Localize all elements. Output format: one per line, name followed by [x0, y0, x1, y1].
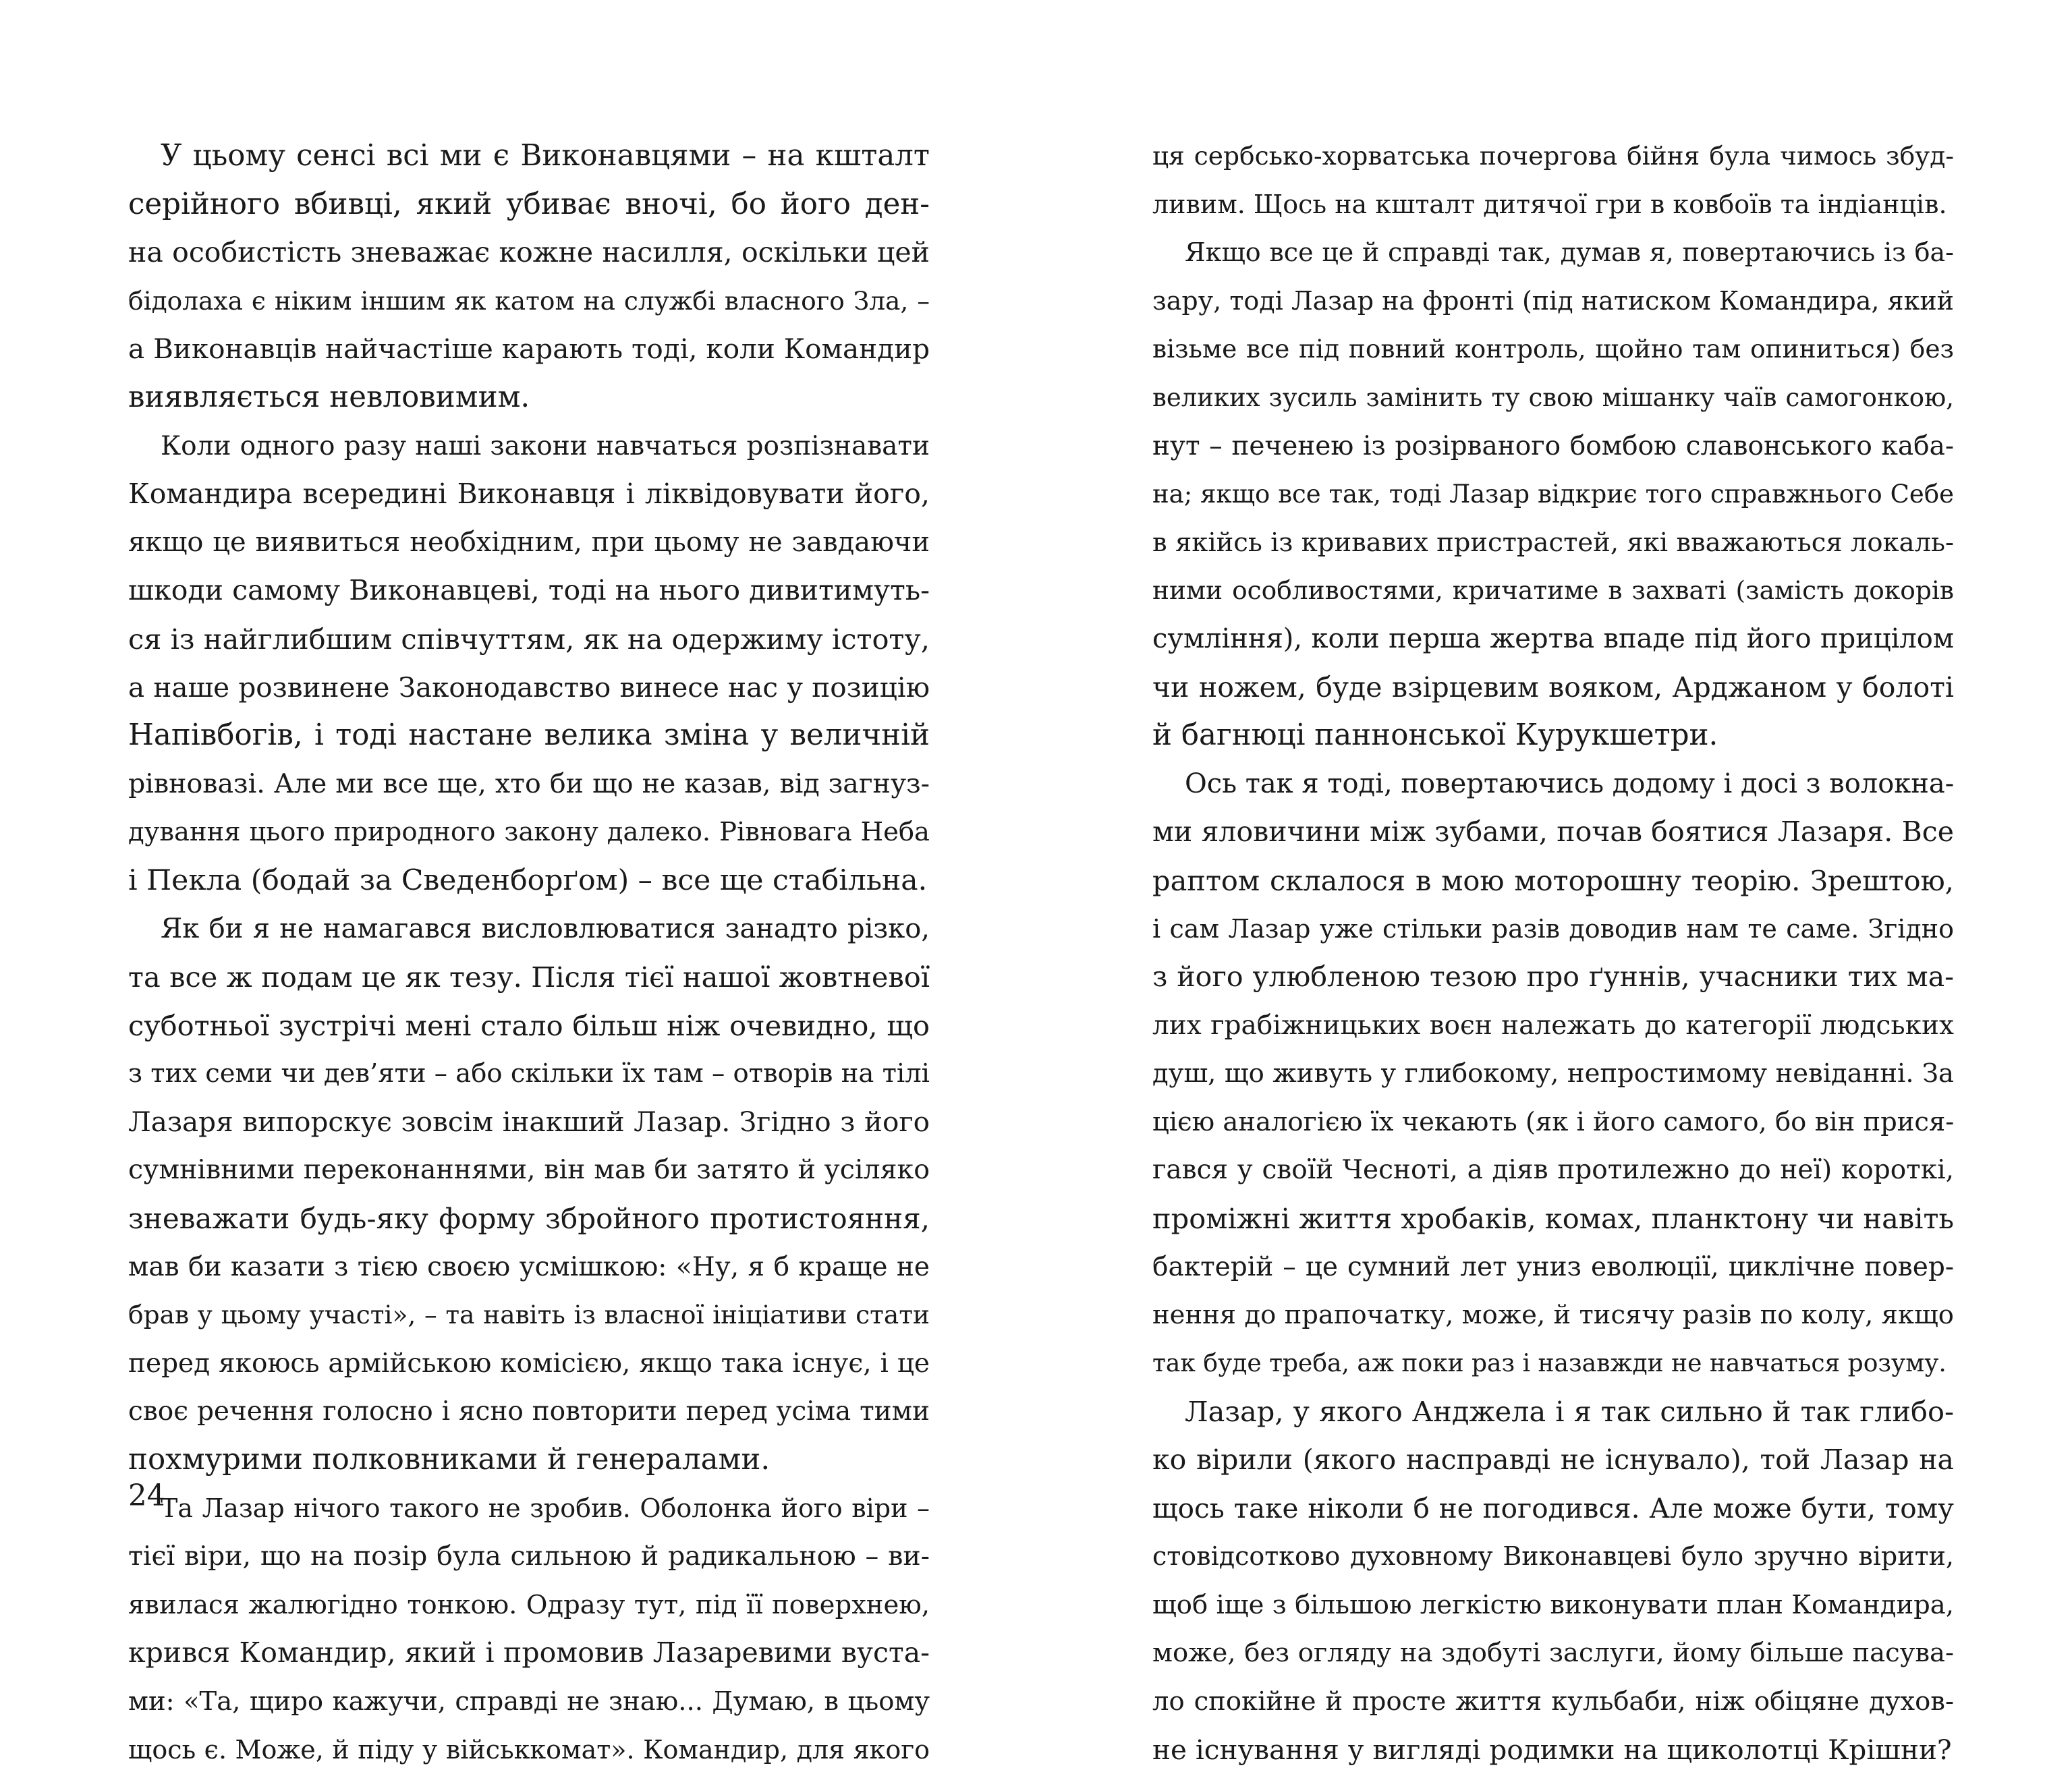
text-line: щоб іще з більшою легкістю виконувати план Командира, — [1152, 1589, 1954, 1620]
text-line: нення до прапочатку, може, й тисячу разів по колу, якщо — [1152, 1300, 1954, 1331]
text-line: проміжні життя хробаків, комах, планктону чи навіть — [1152, 1202, 1955, 1236]
text-line: ця сербсько-хорватська почергова бійня була чимось збуд- — [1152, 141, 1954, 171]
text-line: бактерій – це сумний лет униз еволюції, циклічне повер- — [1152, 1251, 1954, 1282]
text-line: Як би я не намагався висловлюватися занадто різко, — [161, 913, 930, 944]
text-line: ко вірили (якого насправді не існувало), той Лазар на — [1152, 1443, 1954, 1477]
text-line: так буде треба, аж поки раз і назавжди не навчаться розуму. — [1152, 1349, 1947, 1377]
right-page-text — [1152, 132, 1954, 1774]
text-line: з його улюбленою тезою про ґуннів, учасники тих ма- — [1152, 961, 1954, 994]
text-line: ми: «Та, щиро кажучи, справді не знаю... Думаю, в цьому — [128, 1686, 930, 1717]
text-line: і Пекла (бодай за Сведенборґом) – все ще стабільна. — [128, 863, 928, 897]
text-line: зару, тоді Лазар на фронті (під натиском Командира, який — [1152, 285, 1954, 316]
text-line: бідолаха є ніким іншим як катом на службі власного Зла, – — [128, 285, 930, 316]
text-line: щось є. Може, й піду у військкомат». Командир, для якого — [128, 1734, 930, 1765]
text-line: рівновазі. Але ми все ще, хто би що не казав, від загнуз- — [128, 768, 930, 799]
text-line: на; якщо все так, тоді Лазар відкриє того справжнього Себе — [1152, 480, 1954, 509]
text-line: стовідсотково духовному Виконавцеві було зручно вірити, — [1152, 1541, 1954, 1572]
text-line: Напівбогів, і тоді настане велика зміна у величній — [128, 718, 930, 753]
text-line: а наше розвинене Законодавство винесе нас у позицію — [128, 670, 930, 704]
text-line: ми яловичини між зубами, почав боятися Лазаря. Все — [1152, 816, 1954, 849]
text-line: великих зусиль замінить ту свою мішанку чаїв самогонкою, — [1152, 382, 1954, 412]
text-line: гався у своїй Чесноті, а діяв протилежно до неї) короткі, — [1152, 1155, 1954, 1186]
text-line: чи ножем, буде взірцевим вояком, Арджаном у болоті — [1152, 670, 1954, 704]
text-line: Ось так я тоді, повертаючись додому і досі з волокна- — [1185, 768, 1955, 799]
text-line: раптом склалося в мою моторошну теорію. Зрештою, — [1152, 863, 1954, 897]
text-line: Командира всередині Виконавця і ліквідовувати його, — [128, 478, 930, 511]
text-line: щось таке ніколи б не погодився. Але може бути, тому — [1152, 1491, 1954, 1524]
text-line: У цьому сенсі всі ми є Виконавцями – на кшталт — [161, 139, 930, 173]
text-line: якщо це виявиться необхідним, при цьому не завдаючи — [128, 526, 930, 558]
page-number: 24 — [128, 1479, 166, 1513]
text-line: дування цього природного закону далеко. Рівновага Неба — [128, 817, 930, 848]
text-line: Лазаря випорскує зовсім інакший Лазар. Згідно з його — [128, 1105, 930, 1138]
text-line: душ, що живуть у глибокому, непростимому невіданні. За — [1152, 1058, 1954, 1089]
left-page-text — [128, 132, 930, 1774]
text-line: в якійсь із кривавих пристрастей, які вважаються локаль- — [1152, 527, 1954, 558]
text-line: похмурими полковниками й генералами. — [128, 1443, 771, 1477]
text-line: крився Командир, який і промовив Лазаревими вуста- — [128, 1636, 930, 1669]
text-line: суботньої зустрічі мені стало більш ніж очевидно, що — [128, 1008, 930, 1042]
text-line: не існування у вигляді родимки на щиколотці Крішни? — [1152, 1733, 1952, 1766]
text-line: виявляється невловимим. — [128, 380, 530, 414]
text-line: тієї віри, що на позір була сильною й радикальною – ви- — [128, 1541, 930, 1572]
text-line: ло спокійне й просте життя кульбаби, ніж обіцяне духов- — [1152, 1686, 1954, 1717]
text-line: ними особливостями, кричатиме в захваті (замість докорів — [1152, 575, 1954, 606]
text-line: ся із найглибшим співчуттям, як на одержиму істоту, — [128, 622, 930, 656]
text-line: Та Лазар нічого такого не зробив. Оболонка його віри – — [161, 1493, 930, 1523]
text-line: й багнюці паннонської Курукшетри. — [1152, 718, 1718, 753]
text-line: нут – печенею із розірваного бомбою славонського каба- — [1152, 430, 1954, 461]
text-line: Якщо все це й справді так, думав я, повертаючись із ба- — [1185, 237, 1954, 268]
text-line: сумління), коли перша жертва впаде під його прицілом — [1152, 623, 1954, 654]
text-line: Коли одного разу наші закони навчаться розпізнавати — [161, 430, 930, 461]
text-line: шкоди самому Виконавцеві, тоді на нього дивитимуть- — [128, 574, 930, 607]
text-line: зневажати будь-яку форму збройного протистояння, — [128, 1202, 930, 1236]
text-line: брав у цьому участі», – та навіть із власної ініціативи стати — [128, 1300, 930, 1330]
text-line: серійного вбивці, який убиває вночі, бо його ден- — [128, 187, 930, 221]
text-line: цією аналогією їх чекають (як і його самого, бо він прися- — [1152, 1106, 1955, 1137]
text-line: сумнівними переконаннями, він мав би затято й усіляко — [128, 1154, 930, 1186]
text-line: візьме все під повний контроль, щойно там опиниться) без — [1152, 334, 1954, 364]
text-line: своє речення голосно і ясно повторити перед усіма тими — [128, 1396, 930, 1427]
text-line: а Виконавців найчастіше карають тоді, коли Командир — [128, 333, 930, 366]
text-line: Лазар, у якого Анджела і я так сильно й так глибо- — [1185, 1395, 1954, 1429]
text-line: та все ж подам це як тезу. Після тієї нашої жовтневої — [128, 961, 930, 994]
text-line: перед якоюсь армійською комісією, якщо така існує, і це — [128, 1348, 930, 1379]
text-line: може, без огляду на здобуті заслуги, йому більше пасува- — [1152, 1638, 1954, 1669]
text-line: явилася жалюгідно тонкою. Одразу тут, під її поверхнею, — [128, 1589, 930, 1620]
text-line: лих грабіжницьких воєн належать до категорії людських — [1152, 1010, 1954, 1041]
text-line: і сам Лазар уже стільки разів доводив нам те саме. Згідно — [1152, 913, 1954, 944]
text-line: ливим. Щось на кшталт дитячої гри в ковбоїв та індіанців. — [1152, 189, 1947, 219]
text-line: мав би казати з тією своєю усмішкою: «Ну, я б краще не — [128, 1251, 930, 1282]
text-line: з тих семи чи дев’яти – або скільки їх там – отворів на тілі — [128, 1058, 930, 1089]
text-line: на особистість зневажає кожне насилля, оскільки цей — [128, 236, 930, 269]
